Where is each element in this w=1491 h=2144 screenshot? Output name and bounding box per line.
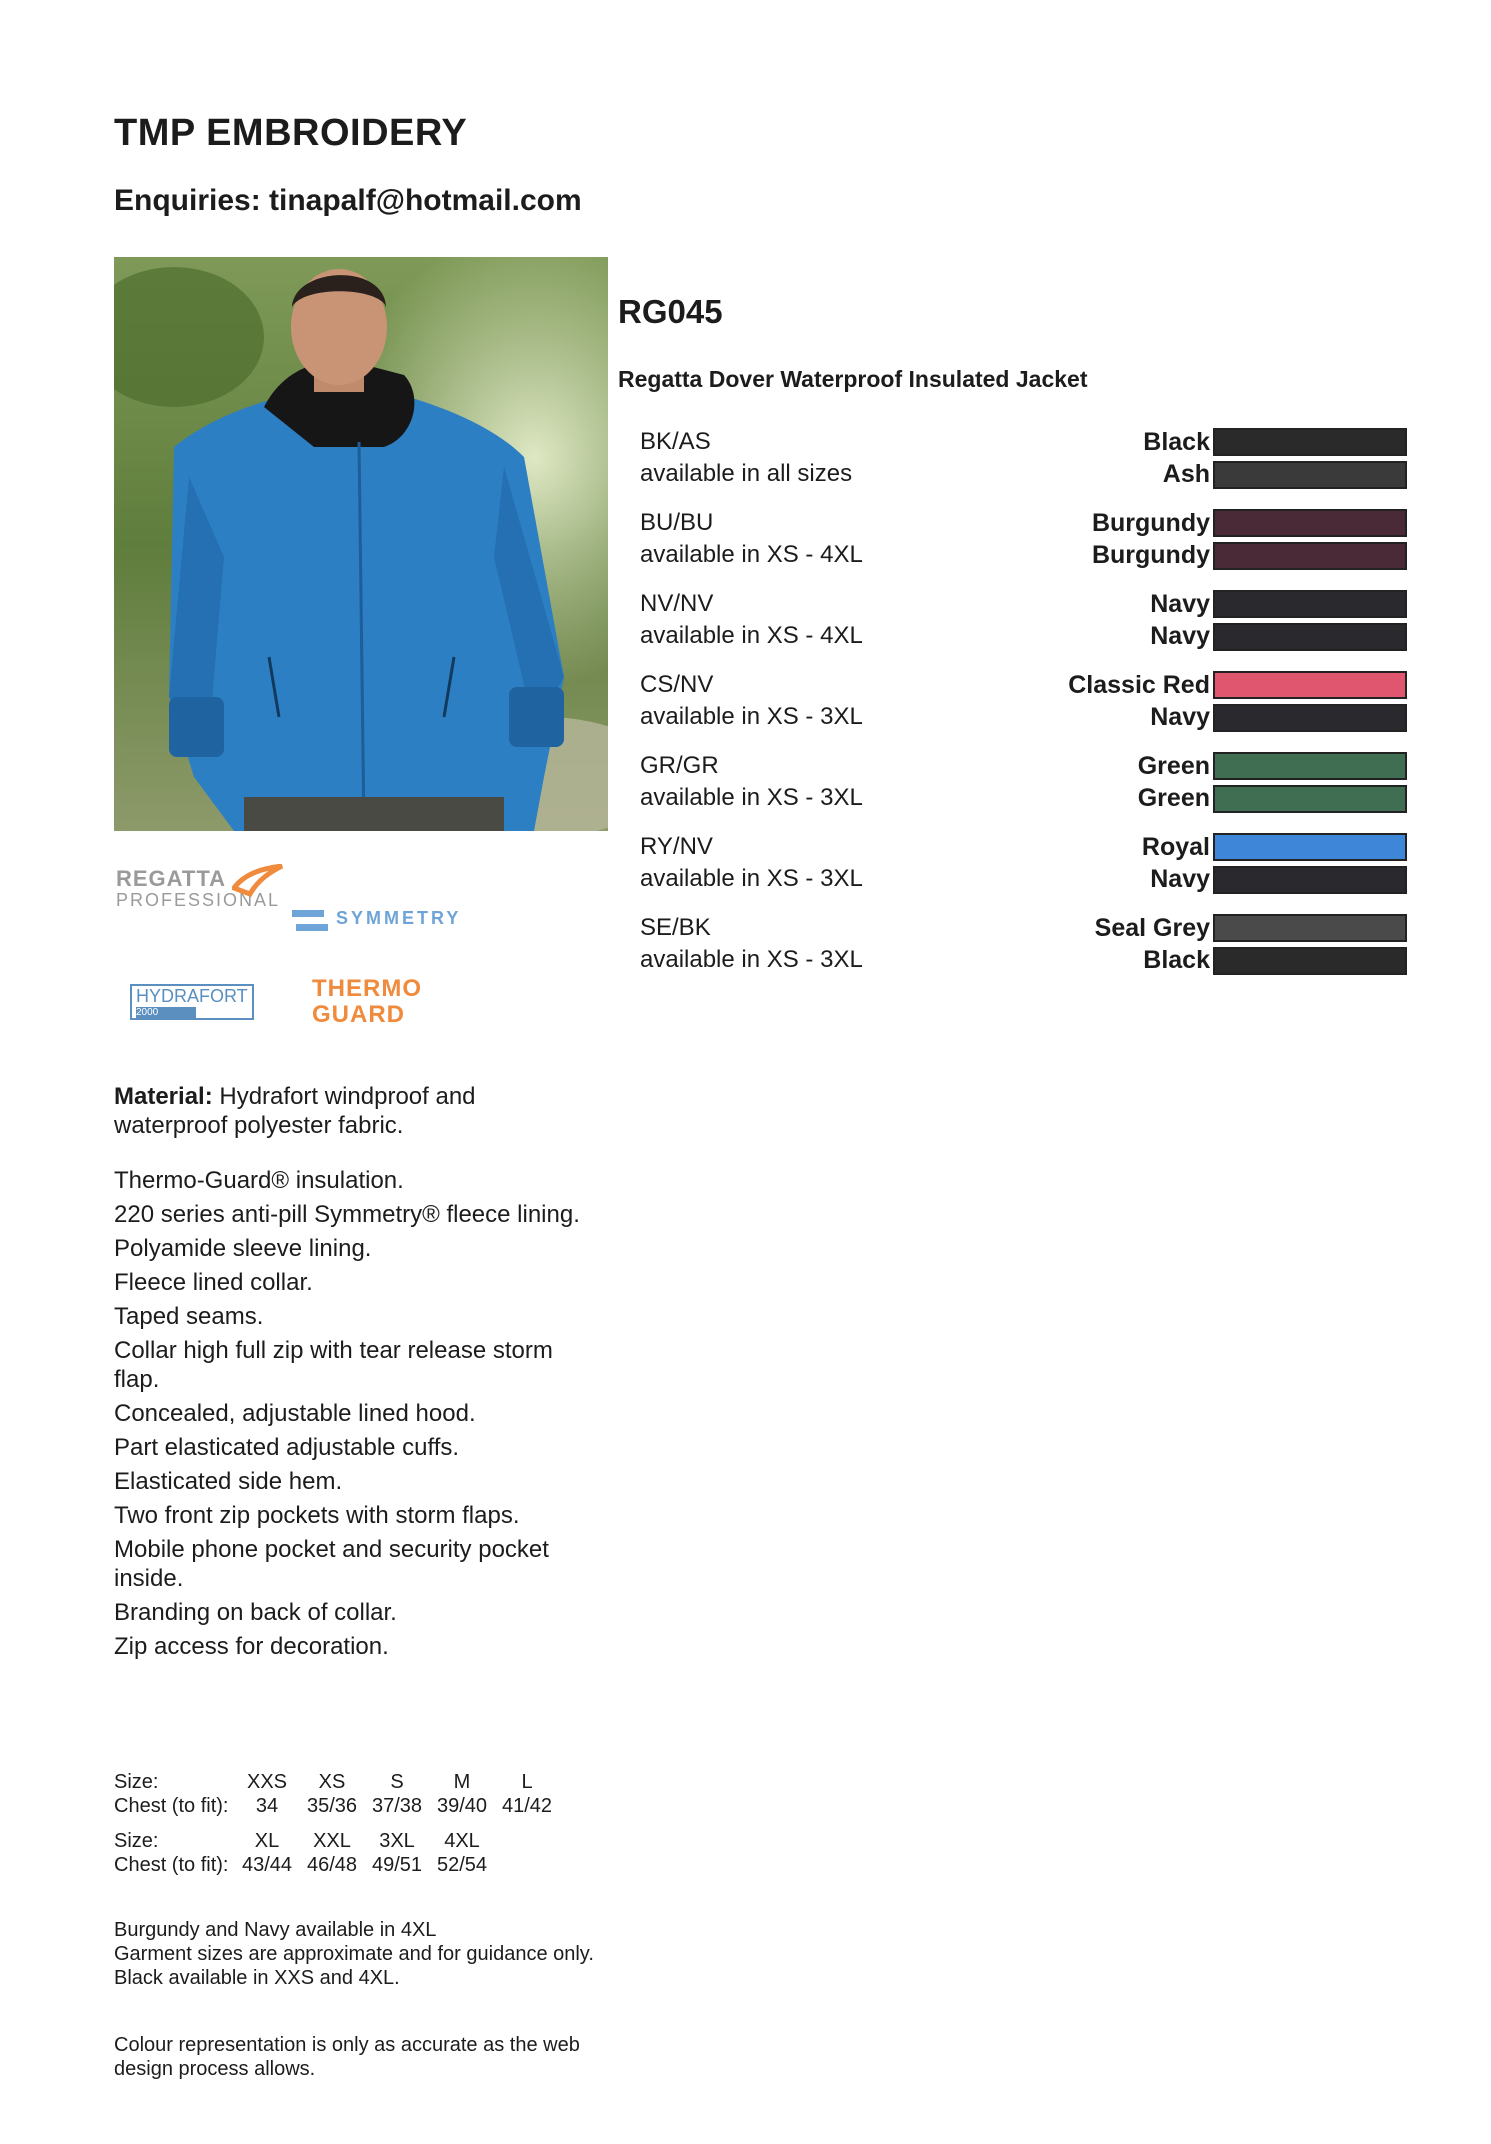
note-line: Black available in XXS and 4XL. (114, 1967, 400, 1989)
symmetry-logo-mark (292, 908, 328, 939)
size-value: 3XL (379, 1830, 415, 1852)
colour-name-secondary: Burgundy (1091, 541, 1210, 569)
chest-value: 49/51 (371, 1854, 423, 1876)
material-description (114, 1082, 584, 1140)
colour-availability: available in all sizes (640, 460, 853, 487)
hydrafort-logo-sub: 2000 (136, 1007, 196, 1018)
colour-swatch-secondary (1213, 623, 1407, 651)
colour-option-cs-nv (640, 669, 1410, 739)
colour-option-ry-nv (640, 831, 1410, 901)
colour-name-primary: Green (1137, 752, 1210, 780)
colour-name-secondary: Navy (1150, 703, 1210, 731)
colour-swatch-primary (1213, 590, 1407, 618)
colour-name-secondary: Navy (1150, 865, 1210, 893)
thermo-guard-logo-line2: GUARD (312, 1001, 405, 1028)
colour-name-primary: Royal (1141, 833, 1210, 861)
colour-code: RY/NV (640, 833, 713, 860)
feature-item: Taped seams. (114, 1303, 264, 1330)
chest-label: Chest (to fit): (114, 1854, 229, 1876)
feature-item: Fleece lined collar. (114, 1269, 313, 1296)
colour-option-nv-nv (640, 588, 1410, 658)
feature-item: Thermo-Guard® insulation. (114, 1167, 404, 1194)
enquiries-email: Enquiries: tinapalf@hotmail.com (114, 184, 582, 217)
size-value: XXL (313, 1830, 351, 1852)
size-value: 4XL (444, 1830, 480, 1852)
size-label: Size: (114, 1830, 159, 1852)
feature-item: Zip access for decoration. (114, 1633, 389, 1660)
colour-code: NV/NV (640, 590, 714, 617)
feature-item: Collar high full zip with tear release storm flap. (114, 1337, 553, 1393)
note-line: Burgundy and Navy available in 4XL (114, 1919, 437, 1941)
colour-name-primary: Burgundy (1091, 509, 1210, 537)
hydrafort-logo (130, 984, 254, 1020)
thermo-guard-logo-line1: THERMO (312, 975, 422, 1002)
chest-value: 41/42 (501, 1795, 553, 1817)
colour-option-se-bk (640, 912, 1410, 982)
colour-code: SE/BK (640, 914, 711, 941)
colour-swatch-secondary (1213, 542, 1407, 570)
colour-swatch-secondary (1213, 461, 1407, 489)
feature-item: Part elasticated adjustable cuffs. (114, 1434, 460, 1461)
colour-option-bu-bu (640, 507, 1410, 577)
chest-value: 46/48 (306, 1854, 358, 1876)
size-value: XL (254, 1830, 280, 1852)
colour-swatch-primary (1213, 914, 1407, 942)
colour-name-secondary: Black (1143, 946, 1210, 974)
colour-name-secondary: Green (1137, 784, 1210, 812)
colour-swatch-secondary (1213, 704, 1407, 732)
size-label: Size: (114, 1771, 159, 1793)
product-name: Regatta Dover Waterproof Insulated Jacket (618, 366, 1088, 392)
colour-code: BK/AS (640, 428, 711, 455)
colour-name-primary: Seal Grey (1094, 914, 1210, 942)
regatta-swoosh-icon (232, 864, 284, 903)
feature-list (114, 1166, 584, 1666)
regatta-logo-line1: REGATTA (116, 866, 227, 891)
chest-value: 52/54 (436, 1854, 488, 1876)
material-text: Hydrafort windproof and waterproof polyester fabric. (114, 1083, 476, 1139)
colour-availability: available in XS - 3XL (640, 703, 863, 730)
chest-value: 39/40 (436, 1795, 488, 1817)
thermo-guard-logo (312, 976, 422, 1028)
company-name: TMP EMBROIDERY (114, 112, 468, 154)
colour-availability: available in XS - 4XL (640, 541, 863, 568)
size-value: L (521, 1771, 533, 1793)
colour-swatch-primary (1213, 428, 1407, 456)
colour-name-primary: Classic Red (1068, 671, 1210, 699)
colour-availability: available in XS - 3XL (640, 865, 863, 892)
hydrafort-logo-text: HYDRAFORT (136, 986, 248, 1006)
colour-swatch-primary (1213, 833, 1407, 861)
chest-value: 34 (255, 1795, 279, 1817)
colour-name-secondary: Ash (1162, 460, 1210, 488)
regatta-logo-line2: PROFESSIONAL (116, 890, 281, 910)
chest-value: 37/38 (371, 1795, 423, 1817)
colour-swatch-primary (1213, 671, 1407, 699)
chest-value: 43/44 (241, 1854, 293, 1876)
colour-swatch-primary (1213, 509, 1407, 537)
note-line: Garment sizes are approximate and for guidance only. (114, 1943, 594, 1965)
feature-item: Polyamide sleeve lining. (114, 1235, 372, 1262)
feature-item: Elasticated side hem. (114, 1468, 343, 1495)
material-label: Material: (114, 1083, 213, 1110)
product-photo (114, 257, 608, 831)
colour-option-bk-as (640, 426, 1410, 496)
feature-item: Mobile phone pocket and security pocket inside. (114, 1536, 549, 1592)
colour-name-primary: Black (1143, 428, 1210, 456)
colour-availability: available in XS - 3XL (640, 784, 863, 811)
colour-disclaimer: Colour representation is only as accurate as the web design process allows. (114, 2034, 580, 2080)
feature-item: Two front zip pockets with storm flaps. (114, 1502, 520, 1529)
colour-availability: available in XS - 4XL (640, 622, 863, 649)
colour-swatch-secondary (1213, 947, 1407, 975)
colour-code: CS/NV (640, 671, 714, 698)
product-code: RG045 (618, 293, 723, 330)
colour-name-secondary: Navy (1150, 622, 1210, 650)
colour-code: GR/GR (640, 752, 719, 779)
feature-item: 220 series anti-pill Symmetry® fleece lining. (114, 1201, 580, 1228)
size-value: M (453, 1771, 471, 1793)
colour-swatch-secondary (1213, 866, 1407, 894)
size-value: XXS (246, 1771, 288, 1793)
feature-item: Branding on back of collar. (114, 1599, 397, 1626)
colour-name-primary: Navy (1150, 590, 1210, 618)
colour-swatch-primary (1213, 752, 1407, 780)
size-notes (114, 1918, 594, 1990)
colour-swatch-secondary (1213, 785, 1407, 813)
colour-availability: available in XS - 3XL (640, 946, 863, 973)
chest-value: 35/36 (306, 1795, 358, 1817)
colour-option-gr-gr (640, 750, 1410, 820)
feature-item: Concealed, adjustable lined hood. (114, 1400, 476, 1427)
size-value: XS (318, 1771, 346, 1793)
symmetry-logo: SYMMETRY (336, 908, 462, 928)
size-value: S (390, 1771, 404, 1793)
colour-code: BU/BU (640, 509, 714, 536)
chest-label: Chest (to fit): (114, 1795, 229, 1817)
